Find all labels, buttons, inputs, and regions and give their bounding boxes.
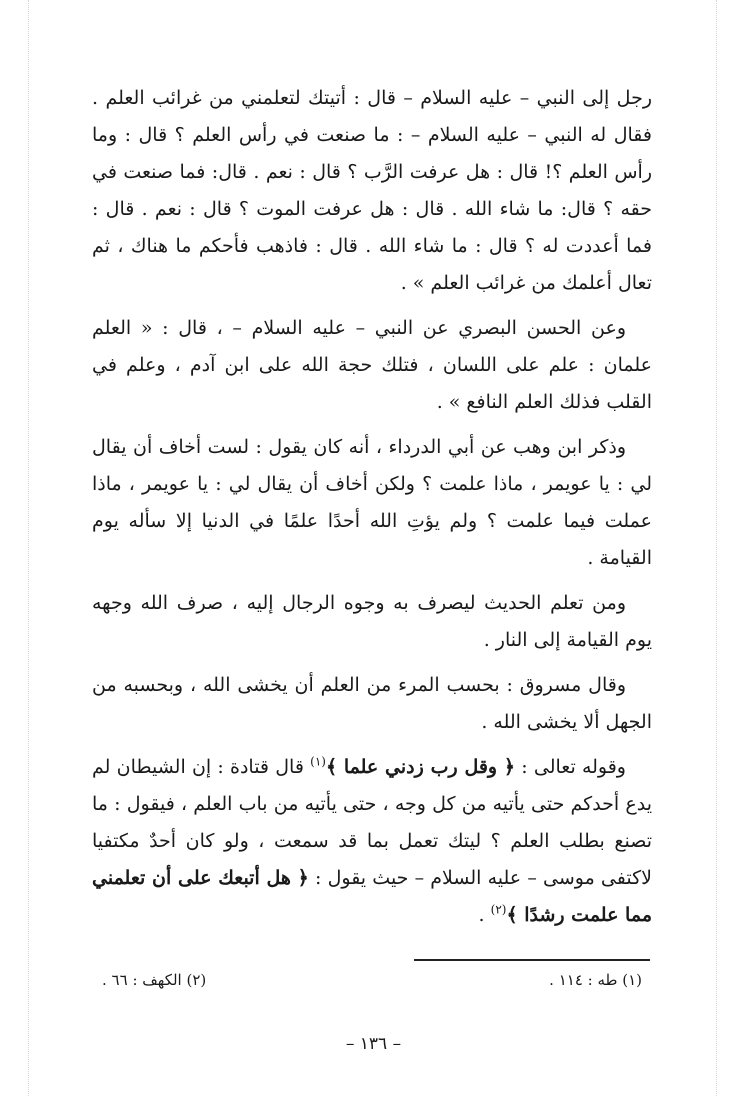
text-run: . <box>478 904 491 926</box>
scan-margin-right <box>716 0 717 1096</box>
text-line: القلب فذلك العلم النافع » . <box>436 391 652 413</box>
footnote-2: (٢) الكهف : ٦٦ . <box>102 971 207 989</box>
text-line: رجل إلى النبي – عليه السلام – قال : أتيتك لتعلمني من غرائب <box>152 87 652 109</box>
footnote-divider <box>414 959 650 961</box>
paragraph-2 <box>92 310 652 421</box>
text-line: إلا سأله يوم القيامة . <box>92 510 652 569</box>
text-line: يقال لي : يا عويمر ، ماذا علمت ؟ ولكن أخاف أن يقال لي : يا <box>92 436 653 495</box>
text-line: وذكر ابن وهب عن أبي الدرداء ، أنه كان يقول : لست أخاف أن <box>132 436 626 458</box>
quran-verse: ﴿ هل أتبعك على أن تعلمني مما علمت رشدًا ﴾ <box>92 867 652 926</box>
text-line: الجهل ألا يخشى الله . <box>481 711 652 733</box>
paragraph-1 <box>92 80 652 302</box>
footnote-1: (١) طه : ١١٤ . <box>549 971 642 989</box>
paragraph-4 <box>92 585 652 659</box>
footnote-ref: (١) <box>310 754 326 769</box>
text-line: العلم . فقال له النبي – عليه السلام – : ما صنعت في رأس العلم ؟ <box>92 87 652 146</box>
text-line: وقال مسروق : بحسب المرء من العلم أن يخشى الله ، وبحسبه من <box>92 674 626 696</box>
text-line: عويمر ، ماذا عملت فيما علمت ؟ ولم يؤتِ الله أحدًا علمًا في الدنيا <box>92 473 652 532</box>
text-line: يوم القيامة إلى النار . <box>483 629 652 651</box>
page-number: – ١٣٦ – <box>345 1034 402 1054</box>
paragraph-6 <box>92 749 652 934</box>
footnotes <box>92 968 652 992</box>
text-run: قال قتادة : إن الشيطان لم يدع أحدكم حتى يأتيه من كل وجه ، حتى يأتيه من باب العلم ، فيقول : ما تصنع بطلب العلم ؟ ليتك تعمل بما قد سمعت ، ولو كان أحدٌ مكتفيا لاكتفى موسى – عليه السلام – حيث يقول : <box>92 756 652 889</box>
scan-margin-left <box>28 0 29 1096</box>
text-line: قال : فاذهب فأحكم ما هناك ، ثم تعال أعلمك من غرائب العلم » . <box>92 235 652 294</box>
paragraph-3 <box>92 429 652 577</box>
quran-verse: ﴿ وقل رب زدني علما ﴾ <box>325 756 516 778</box>
text-line: قال: فما صنعت في حقه ؟ قال: ما شاء الله . قال : هل عرفت <box>92 161 652 220</box>
paragraph-5 <box>92 667 652 741</box>
text-line: الموت ؟ قال : نعم . قال : فما أعددت له ؟ قال : ما شاء الله . <box>92 198 652 257</box>
text-line: ومن تعلم الحديث ليصرف به وجوه الرجال إليه ، صرف الله وجهه <box>92 592 626 614</box>
body-text <box>92 80 652 942</box>
text-run: وقوله تعالى : <box>515 756 626 778</box>
text-line: علمان : علم على اللسان ، فتلك حجة الله على ابن آدم ، وعلم في <box>92 354 652 376</box>
text-line: قال : وما رأس العلم ؟! قال : هل عرفت الرَّب ؟ قال : نعم . <box>92 124 653 183</box>
text-line: وعن الحسن البصري عن النبي – عليه السلام – ، قال : « العلم <box>92 317 626 339</box>
footnote-ref: (٢) <box>490 902 507 917</box>
